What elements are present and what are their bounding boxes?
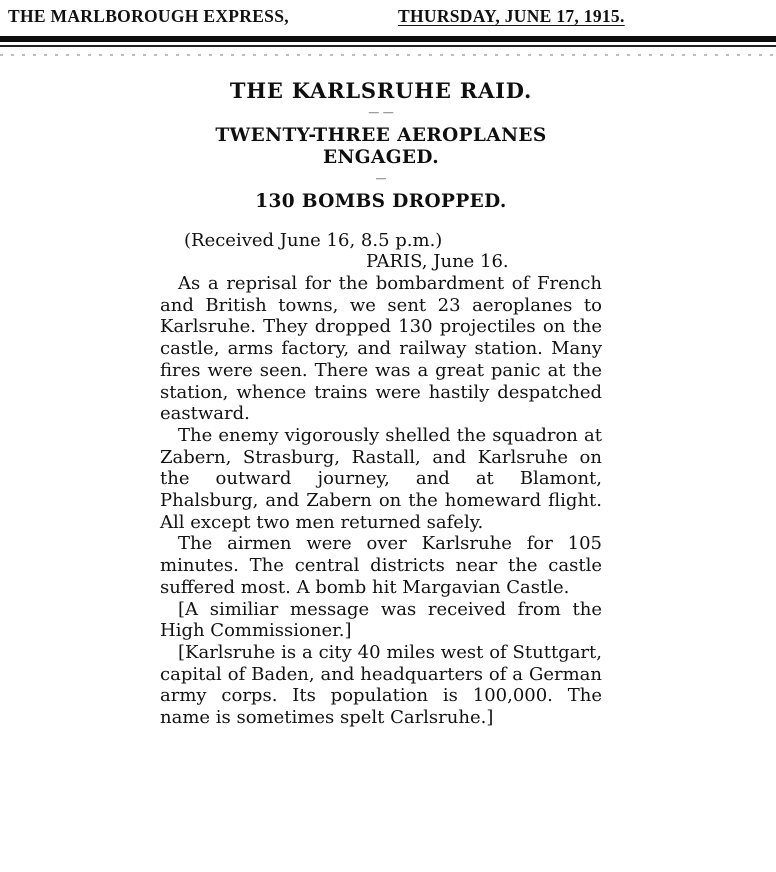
- article-paragraph: [A similiar message was received from the High Commissioner.]: [160, 598, 602, 642]
- issue-date: THURSDAY, JUNE 17, 1915.: [398, 6, 625, 26]
- article-paragraph: The airmen were over Karlsruhe for 105 minutes. The central districts near the castle suffered most. A bomb hit Margavian Castle.: [160, 533, 602, 598]
- dateline: PARIS, June 16.: [366, 251, 509, 272]
- subhead-divider: —: [375, 172, 387, 185]
- headline-divider: — —: [368, 106, 394, 119]
- article-title: THE KARLSRUHE RAID.: [229, 78, 533, 103]
- article-paragraph: The enemy vigorously shelled the squadron at Zabern, Strasburg, Rastall, and Karlsruhe on the outward journey, and at Blamont, Phalsburg, and Zabern on the homeward flight. All except two men returned safely.: [160, 424, 602, 533]
- article-paragraph: [Karlsruhe is a city 40 miles west of Stuttgart, capital of Baden, and headquarters of a German army corps. Its population is 100,000. The name is sometimes spelt Carlsruhe.]: [160, 641, 602, 729]
- masthead-rule-thin: [0, 45, 776, 47]
- print-speckle-divider: [0, 54, 776, 56]
- masthead: [0, 0, 776, 34]
- received-line: (Received June 16, 8.5 p.m.): [184, 230, 443, 251]
- article-subhead-bombs: 130 BOMBS DROPPED.: [255, 191, 507, 212]
- news-article: [160, 78, 602, 729]
- article-paragraph: As a reprisal for the bombardment of French and British towns, we sent 23 aeroplanes to Karlsruhe. They dropped 130 projectiles on the castle, arms factory, and railway station. Many fires were seen. There was a great panic at the station, whence trains were hastily despatched eastward.: [160, 273, 602, 425]
- newspaper-name: THE MARLBOROUGH EXPRESS,: [8, 6, 289, 26]
- masthead-rule-thick: [0, 36, 776, 42]
- article-subhead-aeroplanes: TWENTY-THREE AEROPLANES ENGAGED.: [215, 125, 547, 168]
